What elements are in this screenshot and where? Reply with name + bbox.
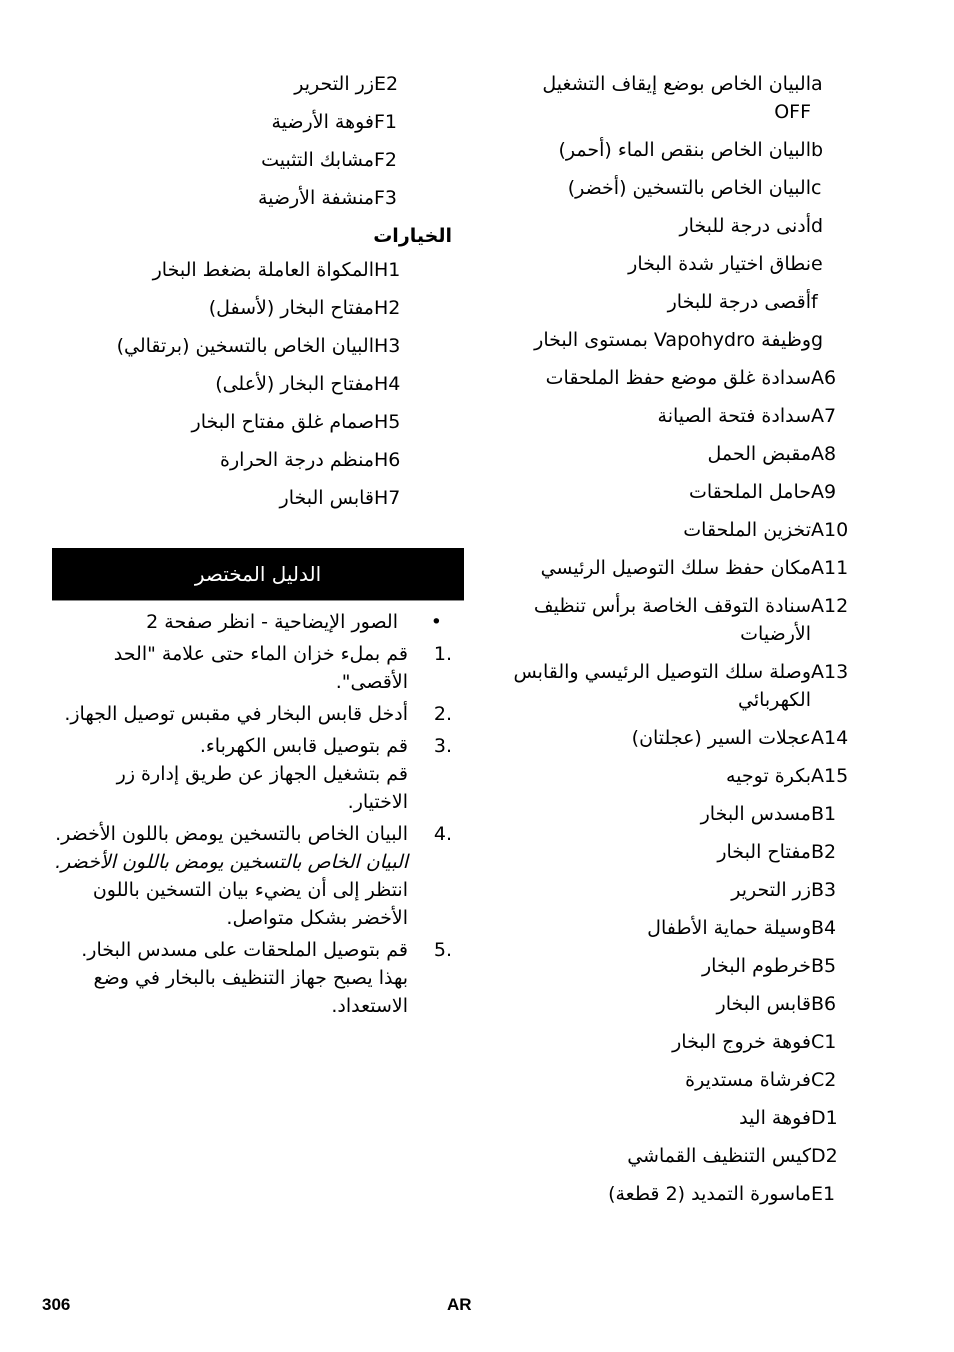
list-item	[52, 184, 452, 212]
list-item	[52, 70, 452, 98]
options-heading: الخيارات	[373, 225, 452, 247]
list-item	[52, 370, 452, 398]
list-item	[505, 838, 889, 866]
item-description: عجلات السير (عجلتان)	[631, 727, 811, 749]
item-code: F3	[374, 187, 398, 209]
list-item	[505, 990, 889, 1018]
bullet-text: الصور الإيضاحية - انظر صفحة 2	[146, 611, 398, 633]
step-body	[52, 936, 408, 1020]
item-description: سدادة غلق موضع حفظ الملحقات	[545, 367, 811, 389]
item-code: A11	[811, 557, 849, 579]
list-item	[505, 288, 889, 316]
item-code: C2	[811, 1069, 837, 1091]
item-code: E1	[811, 1183, 836, 1205]
bullet-item	[52, 608, 452, 636]
item-code: A6	[811, 367, 837, 389]
item-code: D1	[811, 1107, 838, 1129]
step-text: قم بتشغيل الجهاز عن طريق إدارة زر الاختيار.	[116, 763, 408, 813]
item-code: H6	[374, 449, 401, 471]
item-code: A15	[811, 765, 849, 787]
item-description: منشفة الأرضية	[257, 187, 374, 209]
item-code: B4	[811, 917, 837, 939]
step-text: قم بتوصيل قابس الكهرباء.	[199, 735, 408, 757]
item-code: b	[811, 139, 824, 161]
list-item	[505, 364, 889, 392]
step-text: قم بملء خزان الماء حتى علامة "الحد الأقصى".	[113, 643, 408, 693]
item-code: H5	[374, 411, 401, 433]
list-item	[505, 592, 889, 648]
step-text: أدخل قابس البخار في مقبس توصيل الجهاز.	[64, 703, 408, 725]
step-text: قم بتوصيل الملحقات على مسدس البخار.	[81, 939, 408, 961]
step-text: بهذا يصبح جهاز التنظيف بالبخار في وضع الاستعداد.	[93, 967, 408, 1017]
item-code: c	[811, 177, 822, 199]
step-item	[52, 700, 452, 728]
item-description: أدنى درجة للبخار	[679, 215, 811, 237]
list-item	[505, 1104, 889, 1132]
item-code: H1	[374, 259, 401, 281]
list-item	[505, 762, 889, 790]
item-code: H2	[374, 297, 401, 319]
item-code: A9	[811, 481, 837, 503]
step-number: 1.	[433, 643, 452, 665]
list-item	[52, 484, 452, 512]
item-description: مكان حفظ سلك التوصيل الرئيسي	[540, 557, 811, 579]
list-item	[505, 212, 889, 240]
item-code: B6	[811, 993, 837, 1015]
item-description: نطاق اختيار شدة البخار	[628, 253, 811, 275]
list-item	[505, 402, 889, 430]
item-description: تخزين الملحقات	[683, 519, 811, 541]
item-description: خرطوم البخار	[702, 955, 811, 977]
item-code: A13	[811, 661, 849, 683]
item-code: F2	[374, 149, 398, 171]
list-item	[505, 1142, 889, 1170]
item-description: زر التحرير	[294, 73, 374, 95]
list-item	[505, 516, 889, 544]
list-item	[52, 146, 452, 174]
step-number: 3.	[433, 735, 452, 757]
item-description: بكرة توجيه	[725, 765, 811, 787]
item-description: مفتاح البخار	[717, 841, 811, 863]
item-code: C1	[811, 1031, 837, 1053]
item-description: وسيلة حماية الأطفال	[647, 917, 811, 939]
step-body	[52, 732, 408, 816]
step-body	[52, 820, 408, 932]
list-item	[52, 408, 452, 436]
item-code: B5	[811, 955, 837, 977]
item-description: فرشاة مستديرة	[685, 1069, 811, 1091]
item-description: وصلة سلك التوصيل الرئيسي والقابس الكهربائي	[513, 661, 811, 711]
item-code: B3	[811, 879, 837, 901]
item-code: f	[811, 291, 818, 313]
list-item	[505, 1028, 889, 1056]
step-number: 2.	[433, 703, 452, 725]
step-number: 4.	[433, 823, 452, 845]
item-description: حامل الملحقات	[688, 481, 811, 503]
step-item	[52, 732, 452, 816]
page-number: 306	[42, 1295, 71, 1314]
item-description: صمام غلق مفتاح البخار	[191, 411, 374, 433]
item-code: B1	[811, 803, 837, 825]
item-code: a	[811, 73, 823, 95]
right-parts-list	[505, 70, 889, 1218]
item-description: مقبض الحمل	[707, 443, 811, 465]
item-description: زر التحرير	[731, 879, 811, 901]
language-code: AR	[447, 1295, 472, 1314]
list-item	[52, 294, 452, 322]
list-item	[505, 914, 889, 942]
list-item	[52, 256, 452, 284]
list-item	[52, 332, 452, 360]
bullet-marker: •	[430, 611, 442, 633]
step-item	[52, 820, 452, 932]
item-code: E2	[374, 73, 399, 95]
list-item	[505, 136, 889, 164]
item-description: البيان الخاص بالتسخين (أخضر)	[567, 177, 811, 199]
section-banner	[52, 548, 464, 600]
list-item	[505, 724, 889, 752]
list-item	[505, 70, 889, 126]
item-description: سنادة التوقف الخاصة برأس تنظيف الأرضيات	[533, 595, 811, 645]
step-number: 5.	[433, 939, 452, 961]
list-item	[52, 108, 452, 136]
item-description: المكواة العاملة بضغط البخار	[152, 259, 374, 281]
item-code: H7	[374, 487, 401, 509]
banner-divider	[52, 600, 464, 601]
left-parts-list	[52, 70, 452, 522]
item-code: D2	[811, 1145, 838, 1167]
item-description: فوهة خروج البخار	[672, 1031, 811, 1053]
item-description: قابس البخار	[716, 993, 811, 1015]
list-item	[505, 800, 889, 828]
item-code: d	[811, 215, 824, 237]
item-description: قابس البخار	[279, 487, 374, 509]
step-item	[52, 640, 452, 696]
list-item	[505, 952, 889, 980]
list-item	[505, 658, 889, 714]
list-item	[505, 326, 889, 354]
item-description: البيان الخاص بوضع إيقاف التشغيل OFF	[542, 73, 811, 123]
list-item	[505, 1180, 889, 1208]
list-item	[505, 174, 889, 202]
item-description: مفتاح البخار (لأعلى)	[215, 373, 374, 395]
item-code: e	[811, 253, 823, 275]
item-description: مشابك التثبيت	[261, 149, 374, 171]
item-code: F1	[374, 111, 398, 133]
item-code: H3	[374, 335, 401, 357]
item-code: B2	[811, 841, 837, 863]
step-text: البيان الخاص بالتسخين يومض باللون الأخضر.	[55, 851, 408, 873]
list-item	[505, 554, 889, 582]
item-description: البيان الخاص بالتسخين (برتقالي)	[116, 335, 374, 357]
item-description: البيان الخاص بنقص الماء (أحمر)	[558, 139, 811, 161]
item-description: منظم درجة الحرارة	[219, 449, 374, 471]
step-text: انتظر إلى أن يضيء بيان التسخين باللون الأخضر بشكل متواصل.	[92, 879, 408, 929]
list-item	[505, 876, 889, 904]
list-item	[505, 440, 889, 468]
item-code: H4	[374, 373, 401, 395]
item-code: A14	[811, 727, 849, 749]
item-description: سدادة فتحة الصيانة	[657, 405, 811, 427]
item-description: مفتاح البخار (لأسفل)	[208, 297, 374, 319]
item-description: فوهة اليد	[739, 1107, 811, 1129]
list-item	[505, 1066, 889, 1094]
step-item	[52, 936, 452, 1020]
item-code: g	[811, 329, 824, 351]
item-description: أقصى درجة للبخار	[667, 291, 811, 313]
item-code: A8	[811, 443, 837, 465]
list-item	[505, 250, 889, 278]
item-description: وظيفة Vapohydro بمستوى البخار	[534, 329, 811, 351]
item-description: ماسورة التمديد (2 قطعة)	[608, 1183, 811, 1205]
item-description: مسدس البخار	[700, 803, 811, 825]
banner-title: الدليل المختصر	[194, 562, 322, 586]
item-code: A7	[811, 405, 837, 427]
quick-guide-steps	[52, 608, 452, 1024]
list-item	[52, 446, 452, 474]
list-item	[505, 478, 889, 506]
item-code: A10	[811, 519, 849, 541]
item-description: فوهة الأرضية	[271, 111, 374, 133]
item-description: كيس التنظيف القماشي	[627, 1145, 811, 1167]
item-code: A12	[811, 595, 849, 617]
step-body	[52, 640, 408, 696]
step-body	[52, 700, 408, 728]
step-text: البيان الخاص بالتسخين يومض باللون الأخضر.	[55, 823, 408, 845]
